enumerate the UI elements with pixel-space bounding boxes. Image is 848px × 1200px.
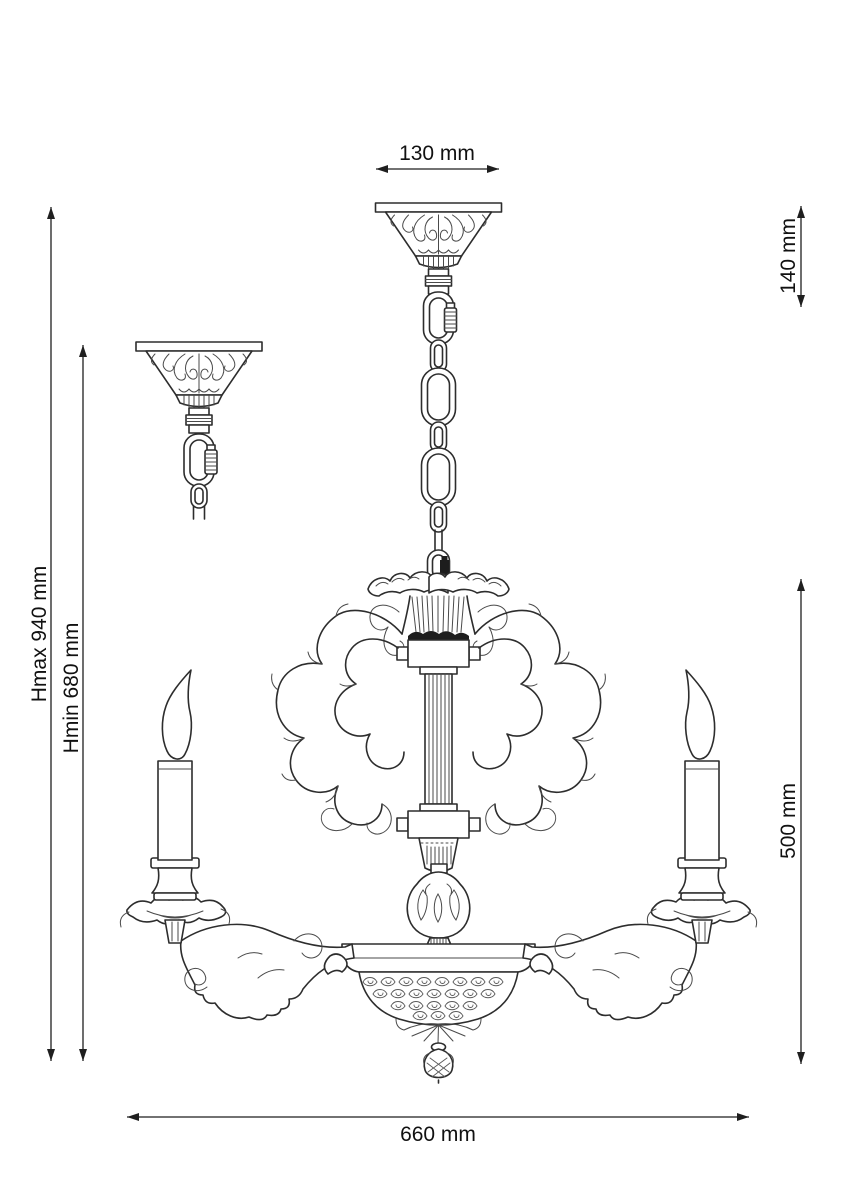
arrow-left-icon — [127, 1113, 139, 1121]
height-min-label: Hmin 680 mm — [60, 622, 83, 754]
main-chandelier — [120, 203, 756, 1083]
arrow-down-icon — [797, 295, 805, 307]
arrow-right-icon — [487, 165, 499, 173]
dimension-canopy-width — [376, 142, 499, 173]
right-arm-candle — [523, 670, 757, 1020]
canopy-width-label: 130 mm — [399, 142, 475, 165]
left-arm-candle — [120, 670, 354, 1020]
small-canopy-detail — [136, 342, 262, 519]
ornate-vase — [407, 864, 469, 945]
dimension-body-height — [777, 579, 805, 1064]
glass-bowl — [342, 944, 535, 1025]
height-max-label: Hmax 940 mm — [28, 565, 51, 703]
main-canopy — [376, 203, 502, 294]
arrow-left-icon — [376, 165, 388, 173]
bowl-finial — [396, 1019, 481, 1083]
canopy-drop-label: 140 mm — [777, 218, 800, 294]
arrow-up-icon — [797, 579, 805, 591]
arrow-up-icon — [79, 345, 87, 357]
suspension-chain — [422, 292, 457, 582]
dimension-height-max — [28, 207, 55, 1061]
arrow-up-icon — [797, 206, 805, 218]
arrow-up-icon — [47, 207, 55, 219]
center-column — [397, 640, 480, 872]
body-width-label: 660 mm — [400, 1123, 476, 1146]
dimension-height-min — [60, 345, 87, 1061]
arrow-down-icon — [797, 1052, 805, 1064]
body-height-label: 500 mm — [777, 783, 800, 859]
arrow-down-icon — [79, 1049, 87, 1061]
dimension-canopy-drop — [777, 206, 805, 307]
arrow-right-icon — [737, 1113, 749, 1121]
dimension-body-width — [127, 1113, 749, 1146]
arrow-down-icon — [47, 1049, 55, 1061]
